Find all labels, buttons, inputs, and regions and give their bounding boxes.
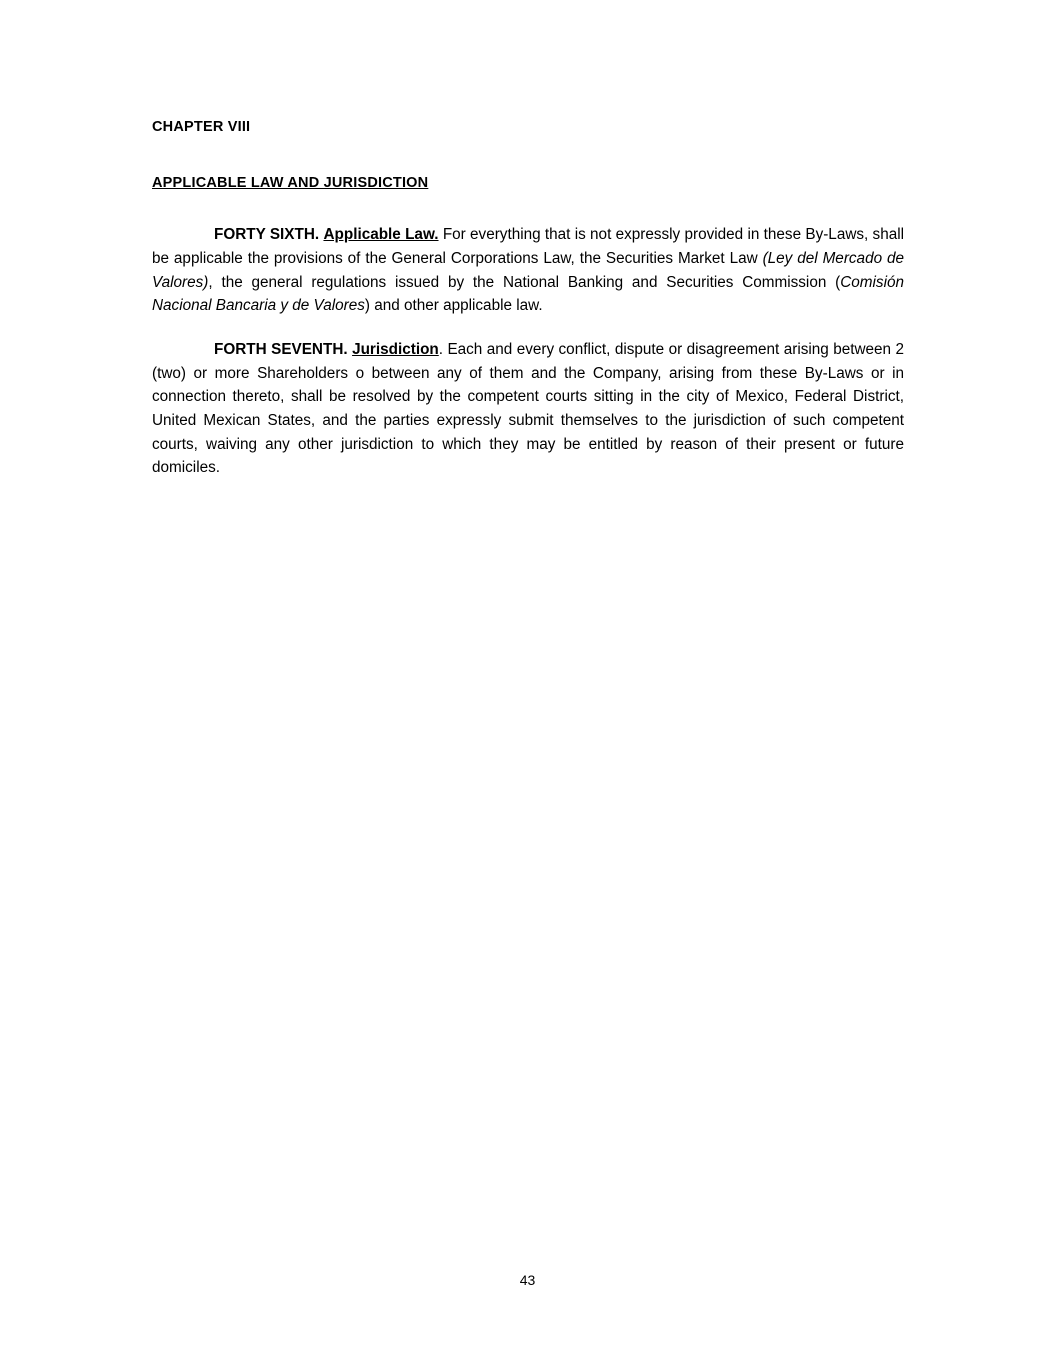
page-number: 43 bbox=[519, 1272, 536, 1288]
article-title: Applicable Law. bbox=[323, 226, 439, 244]
article-number: FORTH SEVENTH. bbox=[214, 340, 348, 358]
article-body-1: For everything that is not expressly provided in these By-Laws, shall be applicable the provisions of the General Corporations Law, the Securities Market Law bbox=[152, 226, 905, 267]
article-body-1: . Each and every conflict, dispute or disagreement arising between 2 (two) or more Shareholders o between any of them and the Company, arising from these By-Laws or in connection thereto, shall be resolved by the competent courts sitting in the city of Mexico, Federal District, United Mexican States, and the parties expressly submit themselves to the jurisdiction of such competent courts, waiving any other jurisdiction to which they may be entitled by reason of their present or future domiciles. bbox=[152, 340, 905, 477]
article-forth-seventh bbox=[152, 338, 904, 480]
article-body-3: ) and other applicable law. bbox=[364, 297, 543, 315]
chapter-heading: CHAPTER VIII bbox=[152, 119, 251, 135]
article-number-suffix: . bbox=[314, 226, 320, 244]
article-italic-1: (Ley del Mercado de Valores) bbox=[152, 249, 905, 291]
section-heading bbox=[152, 174, 904, 194]
article-body-2: , the general regulations issued by the National Banking and Securities Commission ( bbox=[208, 273, 841, 291]
spacer bbox=[152, 138, 904, 174]
section-heading-text: APPLICABLE LAW AND JURISDICTION bbox=[152, 174, 429, 191]
document-body bbox=[152, 118, 904, 480]
article-title: Jurisdiction bbox=[352, 340, 439, 358]
spacer bbox=[152, 193, 904, 223]
article-forty-sixth bbox=[152, 223, 904, 318]
article-italic-2: Comisión Nacional Bancaria y de Valores bbox=[152, 273, 904, 315]
article-number: FORTY SIXTH bbox=[214, 226, 315, 244]
